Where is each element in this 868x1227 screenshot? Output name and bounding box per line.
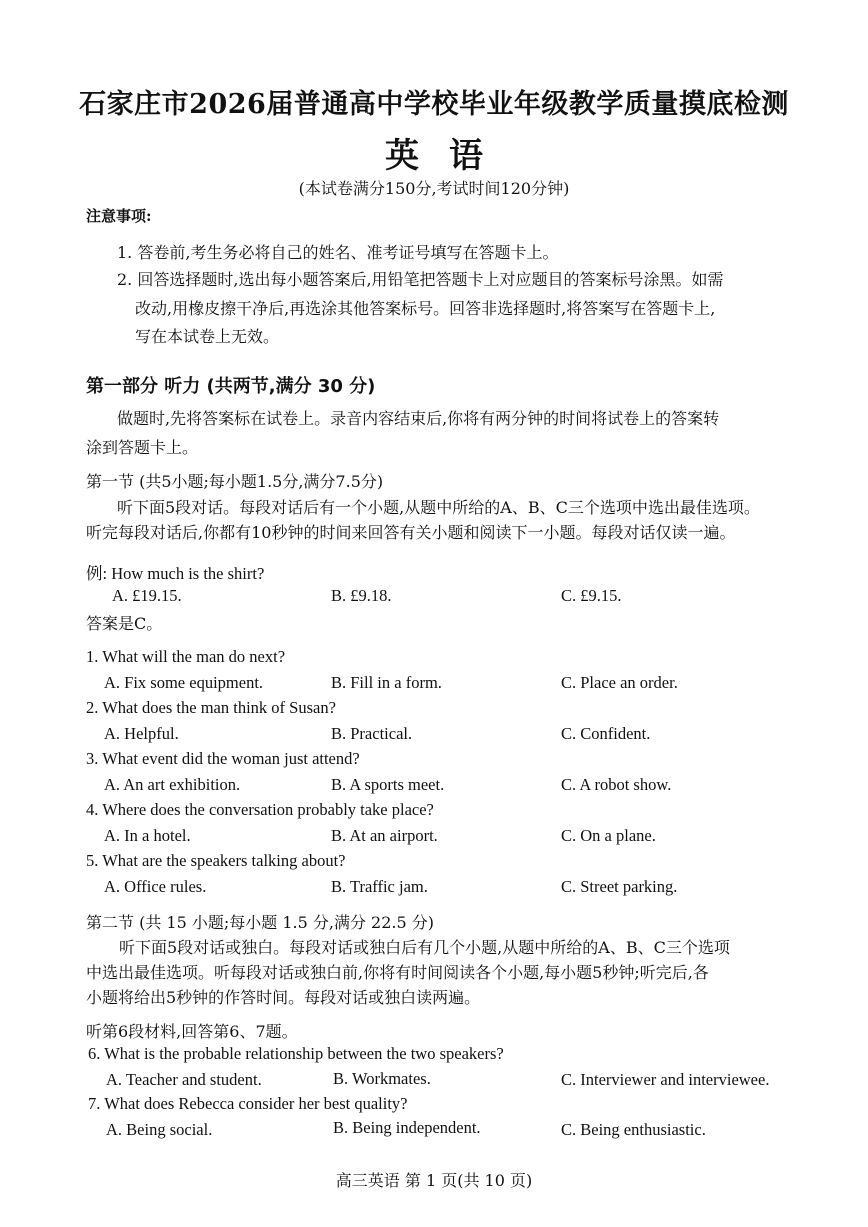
q4-option-c: C. On a plane.	[561, 826, 656, 845]
q7-option-c: C. Being enthusiastic.	[561, 1120, 706, 1139]
q5-option-a: A. Office rules.	[104, 877, 207, 896]
section1-instruction-line-1: 听下面5段对话。每段对话后有一个小题,从题中所给的A、B、C三个选项中选出最佳选项。	[117, 498, 760, 517]
notice-item-2-line-3: 写在本试卷上无效。	[135, 327, 280, 346]
q6-option-a: A. Teacher and student.	[106, 1070, 262, 1089]
exam-title: 石家庄市2026届普通高中学校毕业年级教学质量摸底检测	[79, 89, 789, 120]
q7-option-a: A. Being social.	[106, 1120, 213, 1139]
part1-intro-line-1: 做题时,先将答案标在试卷上。录音内容结束后,你将有两分钟的时间将试卷上的答案转	[117, 409, 720, 428]
q5-option-b: B. Traffic jam.	[331, 877, 428, 896]
example-option-c: C. £9.15.	[561, 586, 622, 605]
part1-intro-line-2: 涂到答题卡上。	[86, 438, 199, 457]
q6-option-c: C. Interviewer and interviewee.	[561, 1070, 770, 1089]
question-1: 1. What will the man do next?	[86, 647, 286, 666]
q1-option-b: B. Fill in a form.	[331, 673, 442, 692]
example-answer: 答案是C。	[86, 614, 163, 633]
example-option-b: B. £9.18.	[331, 586, 392, 605]
q4-option-a: A. In a hotel.	[104, 826, 191, 845]
section2-instruction-line-3: 小题将给出5秒钟的作答时间。每段对话或独白读两遍。	[86, 988, 481, 1007]
q3-option-b: B. A sports meet.	[331, 775, 445, 794]
example-option-a: A. £19.15.	[112, 586, 182, 605]
notice-item-2-line-1: 2. 回答选择题时,选出每小题答案后,用铅笔把答题卡上对应题目的答案标号涂黑。如需	[117, 270, 724, 289]
question-7: 7. What does Rebecca consider her best quality?	[88, 1094, 408, 1113]
question-3: 3. What event did the woman just attend?	[86, 749, 360, 768]
question-6: 6. What is the probable relationship between the two speakers?	[88, 1044, 504, 1063]
q1-option-a: A. Fix some equipment.	[104, 673, 264, 692]
section2-instruction-line-1: 听下面5段对话或独白。每段对话或独白后有几个小题,从题中所给的A、B、C三个选项	[119, 938, 730, 957]
q1-option-c: C. Place an order.	[561, 673, 678, 692]
q2-option-c: C. Confident.	[561, 724, 651, 743]
q7-option-b: B. Being independent.	[333, 1118, 481, 1137]
section1-instruction-line-2: 听完每段对话后,你都有10秒钟的时间来回答有关小题和阅读下一小题。每段对话仅读一遍。	[86, 523, 736, 542]
q2-option-a: A. Helpful.	[104, 724, 179, 743]
part1-heading: 第一部分 听力 (共两节,满分 30 分)	[86, 376, 376, 397]
question-2: 2. What does the man think of Susan?	[86, 698, 336, 717]
subject-title: 英语	[385, 136, 513, 176]
q6-option-b: B. Workmates.	[333, 1069, 431, 1088]
example-question: 例: How much is the shirt?	[86, 564, 265, 583]
notice-item-2-line-2: 改动,用橡皮擦干净后,再选涂其他答案标号。回答非选择题时,将答案写在答题卡上,	[135, 299, 716, 318]
question-5: 5. What are the speakers talking about?	[86, 851, 346, 870]
q5-option-c: C. Street parking.	[561, 877, 678, 896]
notice-heading: 注意事项:	[86, 207, 152, 225]
notice-item-1: 1. 答卷前,考生务必将自己的姓名、准考证号填写在答题卡上。	[117, 243, 559, 262]
exam-info: (本试卷满分150分,考试时间120分钟)	[298, 179, 570, 198]
q3-option-c: C. A robot show.	[561, 775, 672, 794]
q3-option-a: A. An art exhibition.	[104, 775, 241, 794]
section2-instruction-line-2: 中选出最佳选项。听每段对话或独白前,你将有时间阅读各个小题,每小题5秒钟;听完后,各	[86, 963, 709, 982]
material-6-instruction: 听第6段材料,回答第6、7题。	[86, 1022, 298, 1041]
section2-heading: 第二节 (共 15 小题;每小题 1.5 分,满分 22.5 分)	[86, 913, 434, 932]
section1-heading: 第一节 (共5小题;每小题1.5分,满分7.5分)	[86, 472, 384, 491]
q2-option-b: B. Practical.	[331, 724, 413, 743]
question-4: 4. Where does the conversation probably take place?	[86, 800, 434, 819]
page-footer: 高三英语 第 1 页(共 10 页)	[335, 1171, 533, 1190]
q4-option-b: B. At an airport.	[331, 826, 438, 845]
